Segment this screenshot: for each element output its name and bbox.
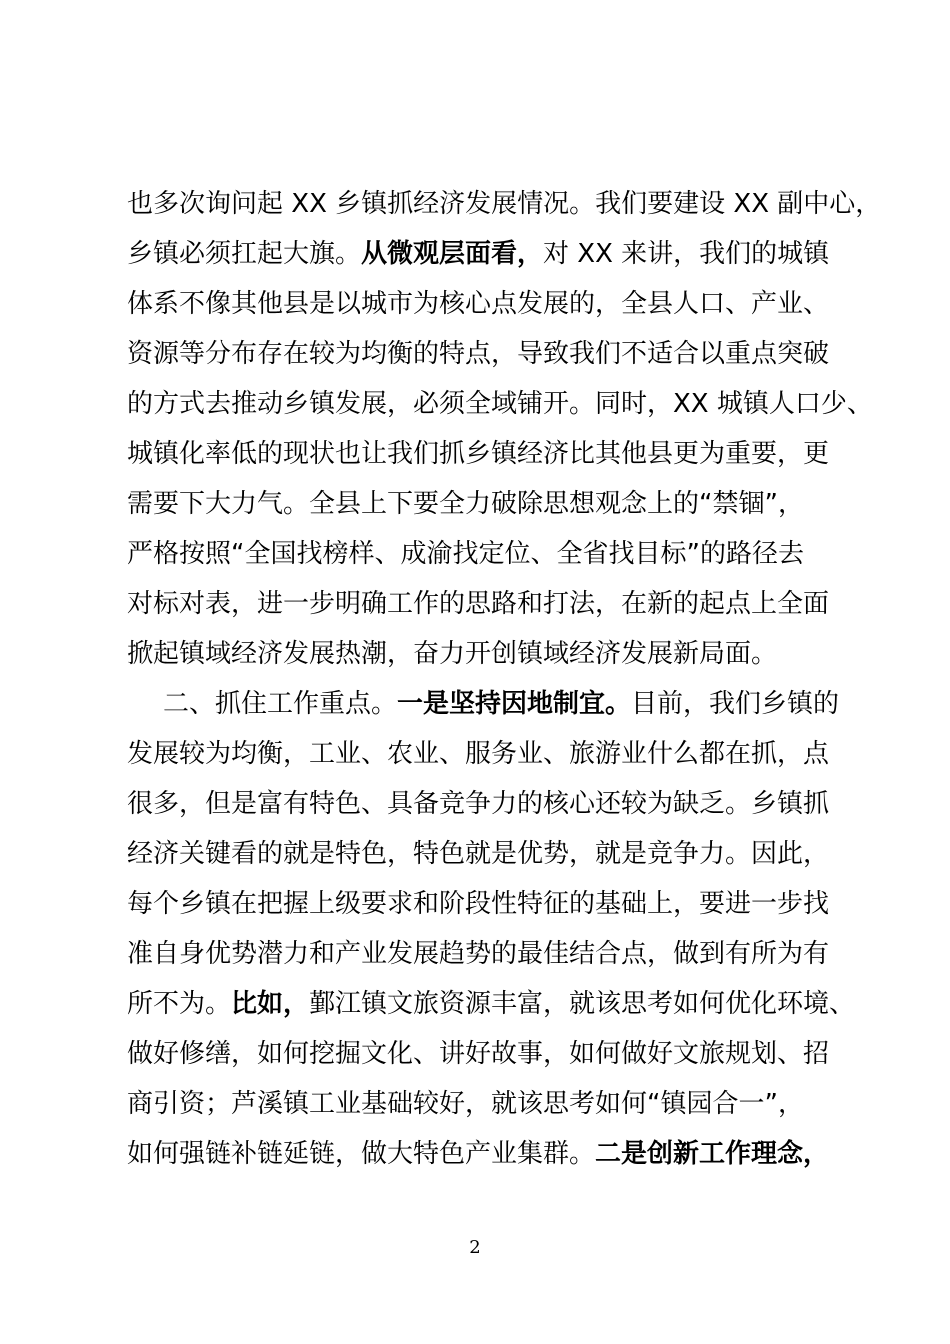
text-line [127,384,873,424]
section-heading: 二、抓住工作重点。 [163,689,398,719]
text-run: 资源等分布存在较为均衡的特点，导致我们不适合以重点突破 [127,339,830,369]
bold-text-run: 二是创新工作理念， [595,1139,830,1169]
text-run: 很多，但是富有特色、具备竞争力的核心还较为缺乏。乡镇抓 [127,789,830,819]
text-line [127,834,837,874]
text-line [127,1134,837,1174]
text-run: 的方式去推动乡镇发展，必须全域铺开。同时，XX 城镇人口少、 [127,389,873,419]
text-run: 体系不像其他县是以城市为核心点发展的，全县人口、产业、 [127,289,830,319]
text-line [127,334,837,374]
text-line [127,584,837,624]
text-line [127,284,837,324]
text-run: 也多次询问起 XX 乡镇抓经济发展情况。我们要建设 XX 副中心， [127,189,882,219]
text-run: 鄞江镇文旅资源丰富，就该思考如何优化环境、 [309,989,856,1019]
text-run: 经济关键看的就是特色，特色就是优势，就是竞争力。因此， [127,839,830,869]
text-line [127,534,837,574]
text-run: 商引资；芦溪镇工业基础较好，就该思考如何“镇园合一”， [127,1089,804,1119]
text-run: 严格按照“全国找榜样、成渝找定位、全省找目标”的路径去 [127,539,804,569]
page-number: 2 [469,1237,481,1258]
text-line [127,634,837,674]
text-line [127,434,837,474]
text-run: 发展较为均衡，工业、农业、服务业、旅游业什么都在抓，点 [127,739,830,769]
text-run: 准自身优势潜力和产业发展趋势的最佳结合点，做到有所为有 [127,939,830,969]
text-run: 掀起镇域经济发展热潮，奋力开创镇域经济发展新局面。 [127,639,778,669]
text-run: 目前，我们乡镇的 [631,689,840,719]
text-run: 做好修缮，如何挖掘文化、讲好故事，如何做好文旅规划、招 [127,1039,830,1069]
text-run: 所不为。 [127,989,232,1019]
bold-text-run: 一是坚持因地制宜。 [397,689,632,719]
text-line [127,184,882,224]
text-line [127,484,837,524]
bold-text-run: 比如， [231,989,310,1019]
text-line [127,884,837,924]
text-line [127,734,837,774]
text-run: 乡镇必须扛起大旗。 [127,239,362,269]
text-line [127,984,856,1024]
text-run: 城镇化率低的现状也让我们抓乡镇经济比其他县更为重要，更 [127,439,830,469]
text-run: 需要下大力气。全县上下要全力破除思想观念上的“禁锢”， [127,489,804,519]
text-line [127,1084,837,1124]
text-line [127,234,837,274]
text-run: 对 XX 来讲，我们的城镇 [543,239,830,269]
text-line [127,784,837,824]
text-run: 每个乡镇在把握上级要求和阶段性特征的基础上，要进一步找 [127,889,830,919]
text-run: 对标对表，进一步明确工作的思路和打法，在新的起点上全面 [127,589,830,619]
text-line [127,1034,837,1074]
paragraph-first-line [163,684,840,724]
text-run: 如何强链补链延链，做大特色产业集群。 [127,1139,596,1169]
bold-text-run: 从微观层面看， [361,239,544,269]
text-line [127,934,837,974]
